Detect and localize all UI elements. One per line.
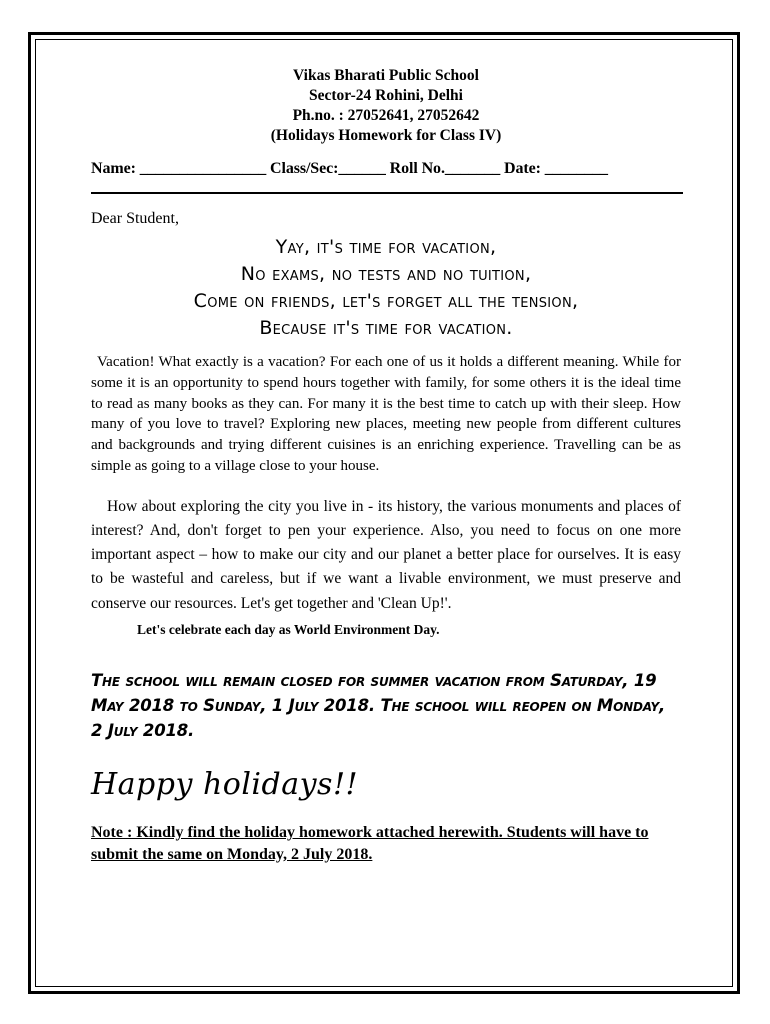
- school-address: Sector-24 Rohini, Delhi: [309, 87, 463, 104]
- poem-line: No exams, no tests and no tuition,: [240, 263, 532, 285]
- school-name: Vikas Bharati Public School: [293, 67, 479, 84]
- poem-line: Because it's time for vacation.: [259, 317, 513, 339]
- school-phone: Ph.no. : 27052641, 27052642: [292, 107, 480, 124]
- salutation: Dear Student,: [91, 210, 179, 227]
- poem-line: Come on friends, let's forget all the tension,: [193, 290, 579, 312]
- student-fields-line: Name: ________________ Class/Sec:______ Roll No._______ Date: ________: [91, 160, 608, 177]
- homework-note: Note : Kindly find the holiday homework attached herewith. Students will have to submit the same on Monday, 2 July 2018.: [91, 823, 649, 863]
- environment-day-line: Let's celebrate each day as World Environment Day.: [137, 621, 440, 637]
- document-content: [91, 66, 681, 866]
- vacation-poem: [91, 234, 681, 342]
- header-divider: [91, 192, 683, 194]
- homework-subtitle: (Holidays Homework for Class IV): [270, 127, 502, 144]
- exploring-paragraph: How about exploring the city you live in - its history, the various monuments and places of interest? And, don't forget to pen your experience. Also, you need to focus on one more important aspect – how to make our city and our planet a better place for ourselves. It is easy to be wasteful and careless, but if we want a livable environment, we must preserve and conserve our resources. Let's get together and 'Clean Up!'.: [91, 497, 681, 612]
- happy-holidays-greeting: Happy holidays!!: [91, 766, 359, 802]
- school-header: [91, 66, 681, 146]
- closure-notice: The school will remain closed for summer vacation from Saturday, 19 May 2018 to Sunday, 1 July 2018. The school will reopen on Monday, 2 July 2018.: [91, 670, 666, 740]
- poem-line: Yay, it's time for vacation,: [275, 236, 497, 258]
- vacation-paragraph: Vacation! What exactly is a vacation? For each one of us it holds a different meaning. While for some it is an opportunity to spend hours together with family, for some others it is the ideal time to read as many books as they can. For many it is the best time to catch up with their sleep. How many of you love to travel? Exploring new places, meeting new people from different cultures and backgrounds and trying different cuisines is an enriching experience. Travelling can be as simple as going to a village close to your house.: [91, 354, 681, 474]
